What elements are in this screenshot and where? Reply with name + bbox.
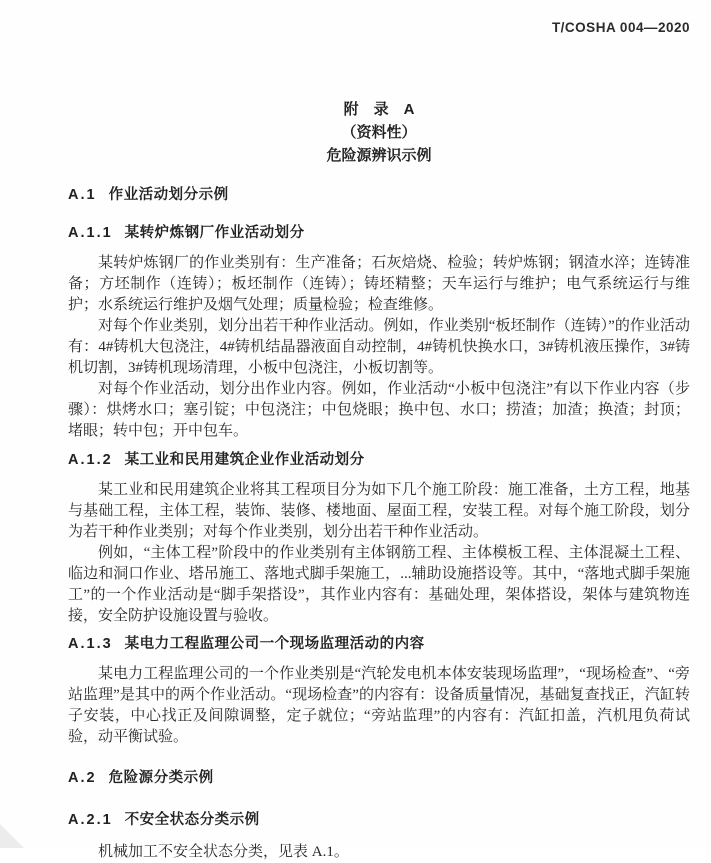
appendix-title: 附 录 A <box>343 101 415 118</box>
paragraph-a21-1: 机械加工不安全状态分类，见表 A.1。 <box>98 844 349 860</box>
section-heading-a12 <box>68 452 690 468</box>
section-number: A.1 <box>68 187 97 203</box>
section-number: A.2 <box>68 770 97 786</box>
paragraph-a11-3: 对每个作业活动，划分出作业内容。例如，作业活动“小板中包浇注”有以下作业内容（步骤）：烘烤水口；塞引锭；中包浇注；中包烧眼；换中包、水口；捞渣；加渣；换渣；封顶；堵眼；转中包；开中包车。 <box>68 381 690 439</box>
section-heading-a11 <box>68 225 690 241</box>
appendix-name: 危险源辨识示例 <box>326 147 432 164</box>
section-heading-a13 <box>68 636 690 652</box>
section-title: 某工业和民用建筑企业作业活动划分 <box>124 452 365 468</box>
scan-corner-shadow <box>0 824 24 848</box>
section-title: 作业活动划分示例 <box>108 187 229 203</box>
appendix-subtitle: （资料性） <box>341 124 417 141</box>
paragraph-a11-2: 对每个作业类别，划分出若干种作业活动。例如，作业类别“板坯制作（连铸）”的作业活动有：4#铸机大包浇注，4#铸机结晶器液面自动控制，4#铸机快换水口，3#铸机液压操作，3#铸机切割，3#铸机现场清理，小板中包浇注，小板切割等。 <box>68 318 690 376</box>
section-heading-a1 <box>68 187 690 203</box>
section-number: A.1.3 <box>68 636 113 652</box>
paragraph-a12-2: 例如，“主体工程”阶段中的作业类别有主体钢筋工程、主体模板工程、主体混凝土工程、临边和洞口作业、塔吊施工、落地式脚手架施工，...辅助设施搭设等。其中，“落地式脚手架施工”的一个作业活动是“脚手架搭设”，其作业内容有：基础处理，架体搭设，架体与建筑物连接，安全防护设施设置与验收。 <box>68 545 690 624</box>
paragraph-a12-1: 某工业和民用建筑企业将其工程项目分为如下几个施工阶段：施工准备，土方工程，地基与基础工程，主体工程，装饰、装修、楼地面、屋面工程，安装工程。对每个施工阶段，划分为若干种作业类别；对每个作业类别，划分出若干种作业活动。 <box>68 482 690 540</box>
section-heading-a21 <box>68 812 690 828</box>
paragraph-a13-1: 某电力工程监理公司的一个作业类别是“汽轮发电机本体安装现场监理”，“现场检查”、“旁站监理”是其中的两个作业活动。“现场检查”的内容有：设备质量情况，基础复查找正，汽缸转子安装，中心找正及间隙调整，定子就位；“旁站监理”的内容有：汽缸扣盖，汽机甩负荷试验，动平衡试验。 <box>68 666 690 745</box>
section-title: 某电力工程监理公司一个现场监理活动的内容 <box>124 636 425 652</box>
section-heading-a2 <box>68 770 690 786</box>
section-title: 危险源分类示例 <box>108 770 214 786</box>
section-number: A.1.1 <box>68 225 113 241</box>
standard-reference-number: T/COSHA 004—2020 <box>551 20 690 35</box>
section-title: 某转炉炼钢厂作业活动划分 <box>124 225 305 241</box>
section-number: A.1.2 <box>68 452 113 468</box>
section-title: 不安全状态分类示例 <box>124 812 260 828</box>
section-number: A.2.1 <box>68 812 113 828</box>
paragraph-a11-1: 某转炉炼钢厂的作业类别有：生产准备；石灰焙烧、检验；转炉炼钢；钢渣水淬；连铸准备；方坯制作（连铸）；板坯制作（连铸）；铸坯精整；天车运行与维护；电气系统运行与维护；水系统运行维护及烟气处理；质量检验；检查维修。 <box>68 255 690 313</box>
appendix-title-block <box>68 98 690 167</box>
